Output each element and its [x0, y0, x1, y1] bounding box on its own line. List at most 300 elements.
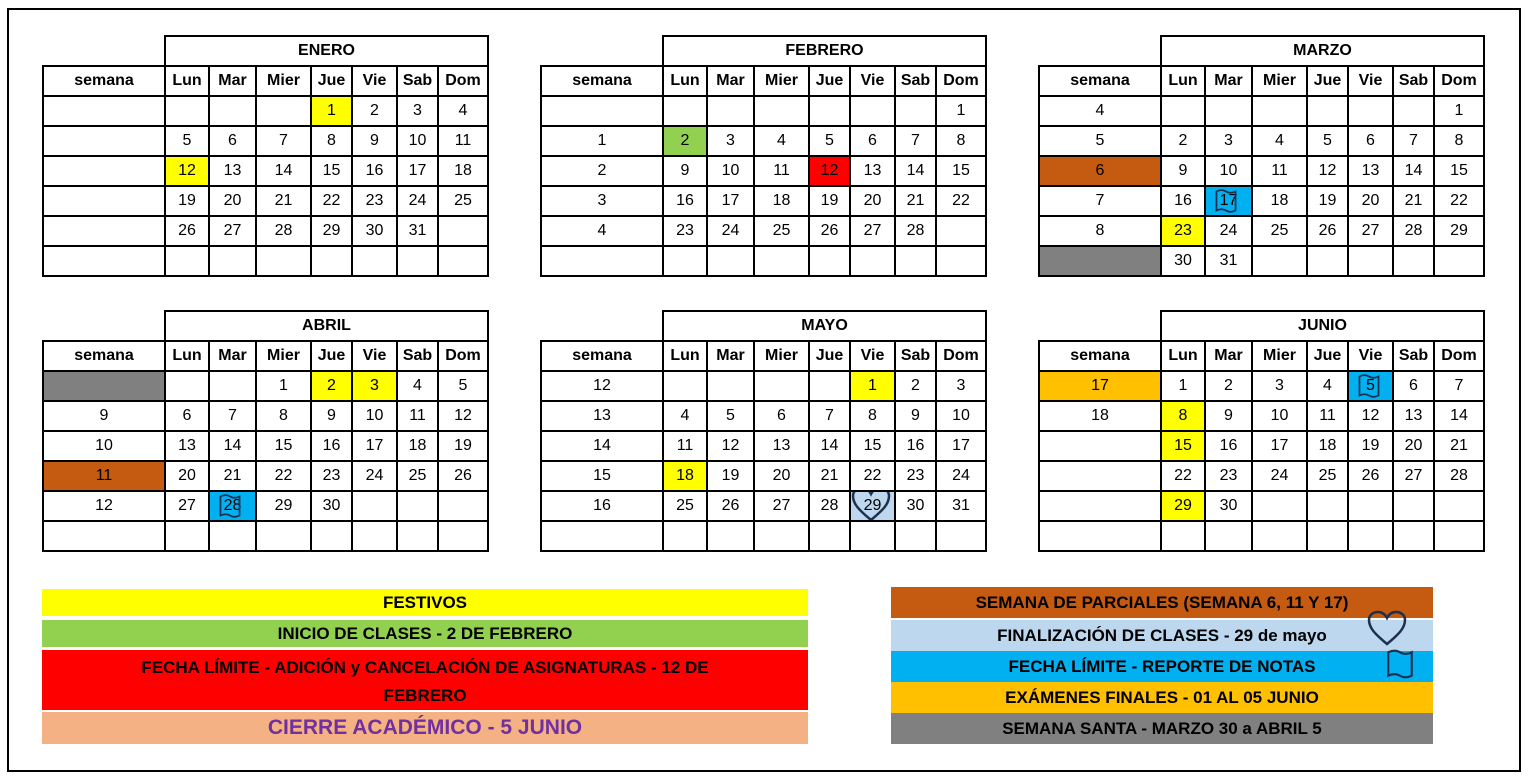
day-cell: 10 [707, 156, 754, 186]
week-number: 8 [1039, 216, 1161, 246]
day-cell: 13 [209, 156, 256, 186]
day-cell: 21 [1393, 186, 1434, 216]
day-cell: 11 [1252, 156, 1307, 186]
day-cell: 27 [754, 491, 809, 521]
day-header: Jue [809, 66, 850, 96]
day-cell: 23 [311, 461, 352, 491]
day-cell: 3 [352, 371, 397, 401]
legend-item-left: INICIO DE CLASES - 2 DE FEBRERO [42, 620, 808, 647]
day-header: Mier [754, 66, 809, 96]
week-number: 4 [1039, 96, 1161, 126]
day-cell: 7 [809, 401, 850, 431]
day-cell: 24 [1252, 461, 1307, 491]
day-cell [707, 246, 754, 276]
day-cell [754, 371, 809, 401]
day-cell [707, 96, 754, 126]
day-header: Lun [165, 341, 209, 371]
week-row [541, 216, 986, 246]
day-cell: 24 [397, 186, 438, 216]
day-cell: 23 [352, 186, 397, 216]
day-cell: 12 [1307, 156, 1348, 186]
month-table-mayo [540, 310, 987, 552]
day-cell: 24 [707, 216, 754, 246]
day-cell: 13 [1348, 156, 1393, 186]
day-cell: 15 [1161, 431, 1205, 461]
day-cell [663, 96, 707, 126]
day-cell [1307, 246, 1348, 276]
day-cell: 27 [209, 216, 256, 246]
week-number [43, 521, 165, 551]
month-title: JUNIO [1161, 311, 1484, 341]
day-cell: 16 [1205, 431, 1252, 461]
day-cell: 18 [438, 156, 488, 186]
day-cell: 20 [1393, 431, 1434, 461]
blank-corner [541, 311, 663, 341]
day-cell: 18 [754, 186, 809, 216]
day-cell: 3 [397, 96, 438, 126]
day-cell: 25 [1307, 461, 1348, 491]
day-cell: 16 [311, 431, 352, 461]
day-cell: 26 [707, 491, 754, 521]
day-cell [754, 96, 809, 126]
day-cell [895, 521, 936, 551]
day-cell: 26 [1307, 216, 1348, 246]
heart-icon [1366, 610, 1408, 651]
day-cell: 1 [256, 371, 311, 401]
month-table-abril [42, 310, 489, 552]
day-cell [1434, 246, 1484, 276]
day-cell: 17 [936, 431, 986, 461]
day-cell [438, 246, 488, 276]
week-number [1039, 461, 1161, 491]
day-cell [1307, 491, 1348, 521]
day-cell: 26 [809, 216, 850, 246]
day-cell: 4 [438, 96, 488, 126]
day-header: Dom [1434, 341, 1484, 371]
week-number: 11 [43, 461, 165, 491]
day-cell: 12 [1348, 401, 1393, 431]
day-cell: 19 [809, 186, 850, 216]
day-cell: 6 [1393, 371, 1434, 401]
day-cell: 19 [707, 461, 754, 491]
legend-item-right: FECHA LÍMITE - REPORTE DE NOTAS [891, 651, 1433, 682]
day-cell: 3 [1252, 371, 1307, 401]
day-cell: 6 [1348, 126, 1393, 156]
day-cell [165, 371, 209, 401]
day-cell: 7 [1393, 126, 1434, 156]
day-cell: 6 [165, 401, 209, 431]
day-cell: 30 [895, 491, 936, 521]
day-cell: 31 [936, 491, 986, 521]
day-header: Sab [397, 341, 438, 371]
day-cell: 25 [754, 216, 809, 246]
day-cell [165, 521, 209, 551]
day-cell: 18 [1307, 431, 1348, 461]
day-cell: 16 [1161, 186, 1205, 216]
day-cell: 21 [209, 461, 256, 491]
day-cell: 4 [754, 126, 809, 156]
day-cell [1393, 96, 1434, 126]
week-number: 1 [541, 126, 663, 156]
day-cell: 6 [754, 401, 809, 431]
day-cell: 12 [165, 156, 209, 186]
day-header: Vie [352, 66, 397, 96]
month-title: ENERO [165, 36, 488, 66]
week-number: 10 [43, 431, 165, 461]
day-cell: 6 [209, 126, 256, 156]
day-header: Lun [663, 66, 707, 96]
day-header: Vie [1348, 66, 1393, 96]
day-cell: 3 [707, 126, 754, 156]
day-cell: 12 [809, 156, 850, 186]
week-row [541, 431, 986, 461]
week-row [43, 401, 488, 431]
day-cell: 28 [256, 216, 311, 246]
day-header: Vie [352, 341, 397, 371]
day-cell: 12 [707, 431, 754, 461]
day-cell [1252, 521, 1307, 551]
day-cell [936, 216, 986, 246]
day-header: Mar [209, 66, 256, 96]
week-row [541, 491, 986, 521]
day-cell: 9 [311, 401, 352, 431]
day-header: Lun [1161, 341, 1205, 371]
day-cell: 28 [809, 491, 850, 521]
day-cell: 15 [850, 431, 895, 461]
week-number: 12 [541, 371, 663, 401]
day-cell: 22 [1434, 186, 1484, 216]
day-cell: 9 [1161, 156, 1205, 186]
day-cell [1307, 96, 1348, 126]
week-row [1039, 216, 1484, 246]
day-header: Mar [1205, 341, 1252, 371]
week-number: 4 [541, 216, 663, 246]
day-cell: 22 [1161, 461, 1205, 491]
legend-item-left: CIERRE ACADÉMICO - 5 JUNIO [42, 712, 808, 744]
day-cell: 5 [809, 126, 850, 156]
day-cell: 5 [165, 126, 209, 156]
day-cell [352, 491, 397, 521]
blank-corner [541, 36, 663, 66]
week-row [541, 96, 986, 126]
day-cell [311, 246, 352, 276]
week-row [1039, 521, 1484, 551]
day-cell: 17 [1252, 431, 1307, 461]
day-cell: 17 [397, 156, 438, 186]
day-cell: 8 [311, 126, 352, 156]
week-number [541, 246, 663, 276]
day-cell: 16 [663, 186, 707, 216]
day-cell: 20 [209, 186, 256, 216]
day-cell [850, 246, 895, 276]
day-cell: 11 [1307, 401, 1348, 431]
day-cell: 23 [1205, 461, 1252, 491]
week-row [1039, 96, 1484, 126]
day-cell: 15 [936, 156, 986, 186]
day-header: Vie [850, 66, 895, 96]
day-header: Dom [438, 341, 488, 371]
day-header: Mier [1252, 341, 1307, 371]
day-cell: 14 [209, 431, 256, 461]
day-cell: 1 [936, 96, 986, 126]
week-row [43, 216, 488, 246]
week-header: semana [43, 341, 165, 371]
day-cell: 28 [1393, 216, 1434, 246]
week-number: 3 [541, 186, 663, 216]
day-cell [1348, 371, 1393, 401]
legend-item-right: SEMANA DE PARCIALES (SEMANA 6, 11 Y 17) [891, 587, 1433, 618]
day-cell: 28 [1434, 461, 1484, 491]
week-row [1039, 186, 1484, 216]
week-number [1039, 521, 1161, 551]
day-cell: 16 [895, 431, 936, 461]
month-table-marzo [1038, 35, 1485, 277]
day-cell: 9 [895, 401, 936, 431]
day-cell: 2 [352, 96, 397, 126]
day-cell: 24 [352, 461, 397, 491]
day-cell: 1 [1434, 96, 1484, 126]
day-cell: 11 [663, 431, 707, 461]
week-header: semana [1039, 66, 1161, 96]
day-cell: 21 [895, 186, 936, 216]
day-cell: 19 [165, 186, 209, 216]
blank-corner [1039, 36, 1161, 66]
day-cell: 14 [895, 156, 936, 186]
week-row [1039, 401, 1484, 431]
day-number: 29 [863, 497, 882, 514]
day-cell: 21 [256, 186, 311, 216]
day-cell: 10 [1205, 156, 1252, 186]
week-row [541, 371, 986, 401]
week-row [43, 186, 488, 216]
day-cell: 23 [895, 461, 936, 491]
week-row [541, 461, 986, 491]
week-row [541, 521, 986, 551]
day-header: Mier [256, 66, 311, 96]
day-cell [895, 96, 936, 126]
day-cell: 9 [663, 156, 707, 186]
day-cell [438, 491, 488, 521]
week-header: semana [541, 66, 663, 96]
scroll-icon [1352, 373, 1386, 401]
day-cell: 19 [1348, 431, 1393, 461]
day-cell: 2 [311, 371, 352, 401]
legend-item-left: FESTIVOS [42, 589, 808, 616]
week-row [43, 371, 488, 401]
day-cell: 25 [397, 461, 438, 491]
day-cell: 7 [256, 126, 311, 156]
day-cell: 30 [352, 216, 397, 246]
day-cell: 2 [1161, 126, 1205, 156]
day-cell: 8 [936, 126, 986, 156]
day-cell: 25 [438, 186, 488, 216]
day-cell [256, 96, 311, 126]
day-cell [1307, 521, 1348, 551]
day-cell: 6 [850, 126, 895, 156]
day-cell: 26 [438, 461, 488, 491]
day-cell: 11 [438, 126, 488, 156]
day-cell: 19 [1307, 186, 1348, 216]
day-cell: 26 [165, 216, 209, 246]
legend-item-right: EXÁMENES FINALES - 01 AL 05 JUNIO [891, 682, 1433, 713]
day-cell [1393, 491, 1434, 521]
day-cell: 10 [352, 401, 397, 431]
day-cell: 9 [352, 126, 397, 156]
day-cell [1205, 521, 1252, 551]
day-cell: 18 [1252, 186, 1307, 216]
week-number: 13 [541, 401, 663, 431]
week-number: 2 [541, 156, 663, 186]
week-row [1039, 126, 1484, 156]
day-cell: 31 [397, 216, 438, 246]
day-cell [256, 521, 311, 551]
day-cell: 13 [754, 431, 809, 461]
week-row [1039, 461, 1484, 491]
day-cell: 4 [663, 401, 707, 431]
week-row [43, 521, 488, 551]
week-number: 9 [43, 401, 165, 431]
day-cell: 21 [1434, 431, 1484, 461]
day-cell: 11 [754, 156, 809, 186]
week-row [1039, 156, 1484, 186]
day-cell: 1 [850, 371, 895, 401]
day-cell: 27 [1393, 461, 1434, 491]
week-row [541, 246, 986, 276]
week-number: 12 [43, 491, 165, 521]
day-cell [352, 521, 397, 551]
day-cell [209, 491, 256, 521]
day-cell [1393, 521, 1434, 551]
day-cell: 4 [1252, 126, 1307, 156]
scroll-icon [1209, 188, 1243, 216]
day-header: Sab [1393, 341, 1434, 371]
day-cell [1434, 521, 1484, 551]
week-number [1039, 246, 1161, 276]
day-cell: 11 [397, 401, 438, 431]
day-cell: 13 [850, 156, 895, 186]
day-cell: 22 [850, 461, 895, 491]
legend-item-right: SEMANA SANTA - MARZO 30 a ABRIL 5 [891, 713, 1433, 744]
day-cell: 10 [936, 401, 986, 431]
day-header: Mar [707, 341, 754, 371]
day-header: Dom [936, 341, 986, 371]
day-header: Lun [663, 341, 707, 371]
day-cell: 2 [663, 126, 707, 156]
day-cell [1205, 186, 1252, 216]
day-header: Dom [438, 66, 488, 96]
day-cell: 8 [1161, 401, 1205, 431]
day-cell [1161, 96, 1205, 126]
week-row [43, 126, 488, 156]
week-row [541, 156, 986, 186]
day-cell [438, 216, 488, 246]
day-cell: 26 [1348, 461, 1393, 491]
day-cell [1205, 96, 1252, 126]
day-cell: 29 [1434, 216, 1484, 246]
week-row [43, 246, 488, 276]
day-cell [850, 491, 895, 521]
day-cell [209, 96, 256, 126]
day-cell: 12 [438, 401, 488, 431]
day-header: Sab [895, 66, 936, 96]
day-cell: 25 [1252, 216, 1307, 246]
day-cell: 18 [663, 461, 707, 491]
heart-icon [850, 491, 893, 521]
day-cell [707, 371, 754, 401]
day-cell: 14 [256, 156, 311, 186]
day-cell [754, 246, 809, 276]
week-number: 5 [1039, 126, 1161, 156]
day-cell: 8 [1434, 126, 1484, 156]
day-cell [936, 246, 986, 276]
week-number [43, 371, 165, 401]
day-cell: 29 [1161, 491, 1205, 521]
day-header: Jue [1307, 341, 1348, 371]
day-cell [165, 96, 209, 126]
week-number: 18 [1039, 401, 1161, 431]
month-title: MAYO [663, 311, 986, 341]
day-cell: 30 [1205, 491, 1252, 521]
day-cell: 15 [311, 156, 352, 186]
day-header: Lun [1161, 66, 1205, 96]
legend-item-left: FECHA LÍMITE - ADICIÓN y CANCELACIÓN DE ASIGNATURAS - 12 DE FEBRERO [42, 650, 808, 710]
day-header: Mar [707, 66, 754, 96]
day-header: Sab [1393, 66, 1434, 96]
day-cell [809, 371, 850, 401]
day-cell: 31 [1205, 246, 1252, 276]
day-number: 5 [1366, 377, 1375, 394]
week-number [541, 521, 663, 551]
day-number: 28 [223, 497, 242, 514]
blank-corner [43, 36, 165, 66]
day-header: Mier [1252, 66, 1307, 96]
day-cell: 15 [256, 431, 311, 461]
week-row [1039, 371, 1484, 401]
week-row [43, 491, 488, 521]
day-header: Jue [311, 66, 352, 96]
day-cell: 3 [936, 371, 986, 401]
blank-corner [1039, 311, 1161, 341]
week-row [1039, 431, 1484, 461]
day-cell [1161, 521, 1205, 551]
day-cell: 23 [663, 216, 707, 246]
day-cell: 28 [895, 216, 936, 246]
day-cell: 29 [256, 491, 311, 521]
day-cell: 5 [1307, 126, 1348, 156]
day-header: Dom [1434, 66, 1484, 96]
day-cell [397, 491, 438, 521]
day-cell: 29 [311, 216, 352, 246]
day-cell: 16 [352, 156, 397, 186]
week-number: 15 [541, 461, 663, 491]
week-number [1039, 491, 1161, 521]
day-cell [809, 96, 850, 126]
day-cell [209, 521, 256, 551]
week-row [1039, 491, 1484, 521]
day-cell: 20 [165, 461, 209, 491]
day-cell: 5 [707, 401, 754, 431]
week-row [541, 401, 986, 431]
day-cell: 21 [809, 461, 850, 491]
day-cell: 24 [936, 461, 986, 491]
week-number [43, 126, 165, 156]
day-header: Sab [397, 66, 438, 96]
day-cell: 19 [438, 431, 488, 461]
day-cell: 14 [1393, 156, 1434, 186]
month-table-junio [1038, 310, 1485, 552]
week-row [43, 461, 488, 491]
day-cell: 23 [1161, 216, 1205, 246]
